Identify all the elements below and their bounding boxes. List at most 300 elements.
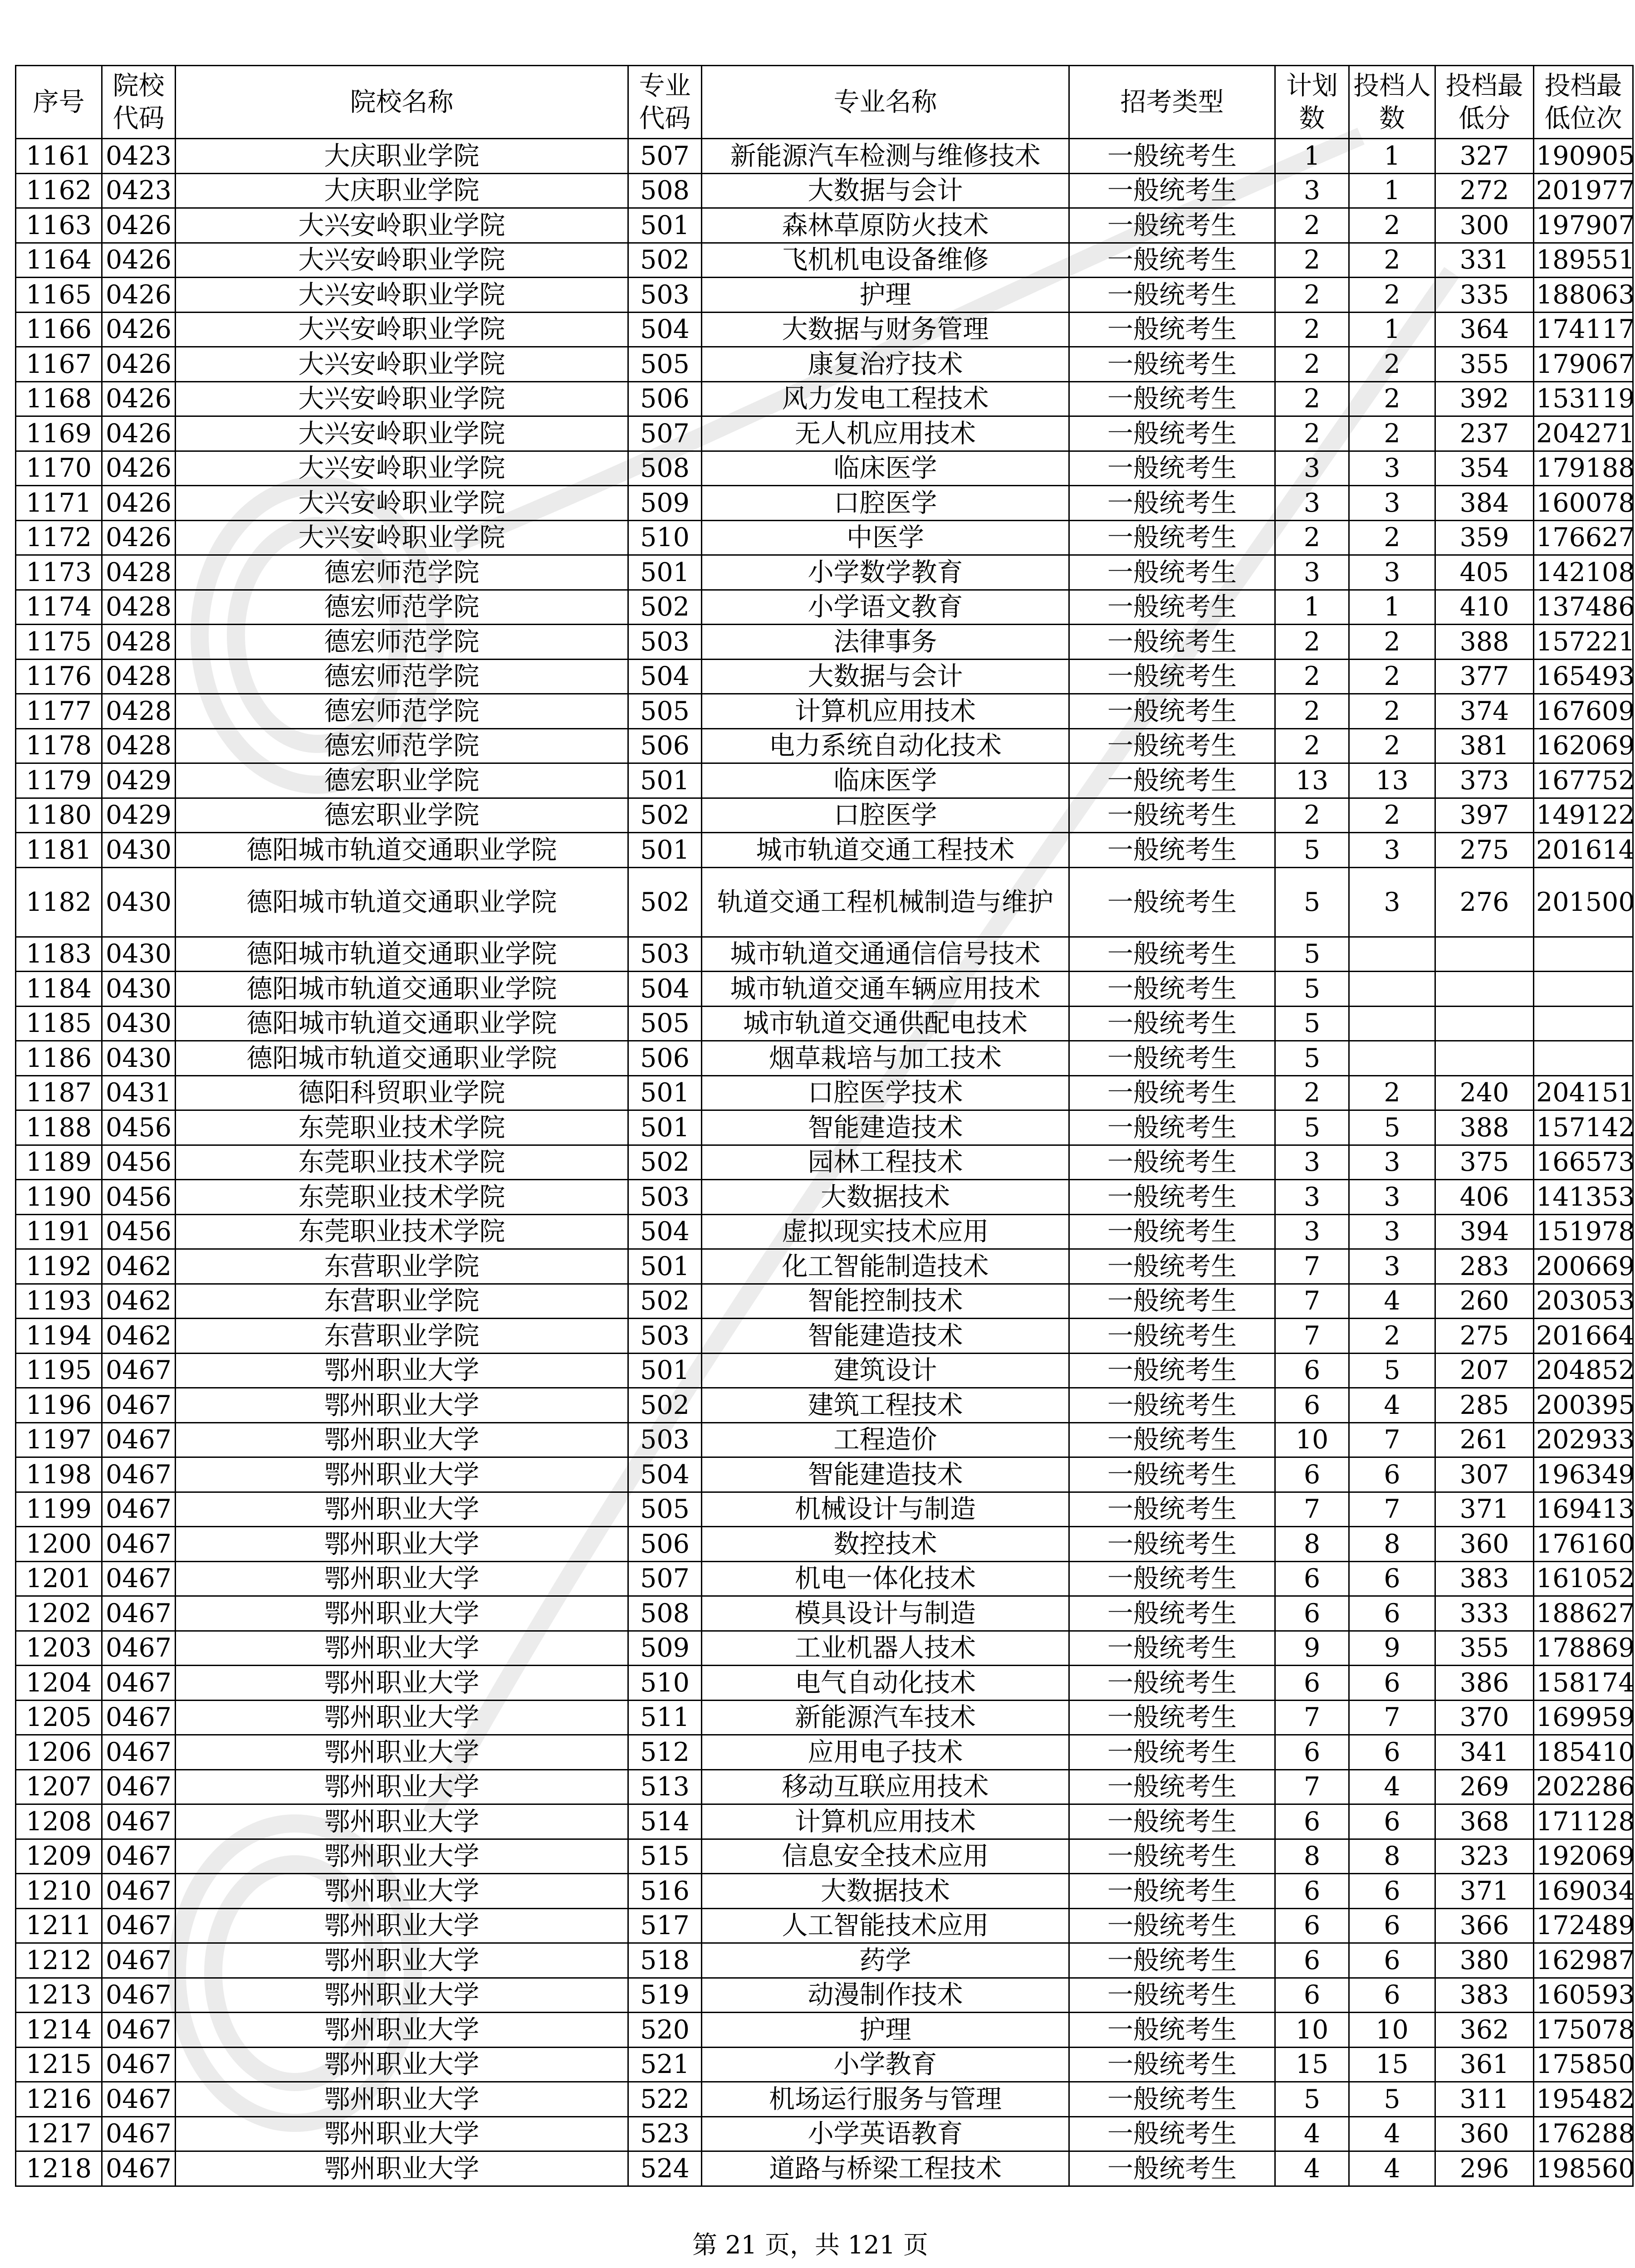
cell-exam-type: 一般统考生 [1069,1492,1275,1527]
cell-plan-count: 7 [1275,1700,1349,1735]
cell-exam-type: 一般统考生 [1069,243,1275,278]
cell-filed-count: 3 [1349,1249,1435,1284]
cell-major-code: 510 [628,1666,702,1701]
cell-school-name: 德宏职业学院 [176,798,628,833]
cell-min-score: 383 [1435,1978,1534,2013]
cell-major-name: 应用电子技术 [702,1735,1069,1770]
cell-school-code: 0428 [102,590,176,625]
cell-filed-count: 8 [1349,1839,1435,1874]
cell-min-score: 335 [1435,278,1534,313]
cell-seq: 1182 [16,867,102,937]
cell-major-code: 517 [628,1908,702,1943]
cell-major-code: 506 [628,381,702,416]
cell-exam-type: 一般统考生 [1069,1075,1275,1110]
cell-major-name: 动漫制作技术 [702,1978,1069,2013]
cell-min-score: 207 [1435,1353,1534,1388]
cell-exam-type: 一般统考生 [1069,1874,1275,1909]
cell-major-name: 智能建造技术 [702,1319,1069,1354]
cell-min-score: 370 [1435,1700,1534,1735]
cell-major-code: 502 [628,243,702,278]
cell-school-name: 大兴安岭职业学院 [176,208,628,243]
cell-min-score: 283 [1435,1249,1534,1284]
table-row [16,1180,1633,1215]
cell-exam-type: 一般统考生 [1069,1735,1275,1770]
cell-filed-count: 2 [1349,625,1435,660]
header-filed-count: 投档人数 [1349,66,1435,139]
cell-filed-count: 6 [1349,1561,1435,1596]
table-row [16,867,1633,937]
cell-exam-type: 一般统考生 [1069,1804,1275,1839]
table-row [16,1214,1633,1249]
cell-filed-count: 2 [1349,1319,1435,1354]
cell-plan-count: 2 [1275,1075,1349,1110]
cell-major-name: 虚拟现实技术应用 [702,1214,1069,1249]
cell-major-code: 522 [628,2082,702,2117]
cell-filed-count: 7 [1349,1422,1435,1457]
table-row [16,1075,1633,1110]
cell-min-score: 373 [1435,763,1534,798]
header-major-name: 专业名称 [702,66,1069,139]
cell-exam-type: 一般统考生 [1069,798,1275,833]
cell-exam-type: 一般统考生 [1069,972,1275,1007]
cell-exam-type: 一般统考生 [1069,1006,1275,1041]
cell-filed-count: 9 [1349,1631,1435,1666]
cell-min-rank: 137486 [1534,590,1633,625]
cell-min-score [1435,1006,1534,1041]
cell-major-code: 505 [628,1492,702,1527]
cell-plan-count: 15 [1275,2047,1349,2082]
cell-school-name: 东营职业学院 [176,1284,628,1319]
cell-min-rank: 185410 [1534,1735,1633,1770]
cell-school-name: 大兴安岭职业学院 [176,312,628,347]
cell-exam-type: 一般统考生 [1069,1041,1275,1076]
cell-major-name: 机电一体化技术 [702,1561,1069,1596]
cell-filed-count: 5 [1349,1353,1435,1388]
cell-seq: 1186 [16,1041,102,1076]
cell-seq: 1212 [16,1943,102,1978]
table-row [16,2116,1633,2151]
cell-exam-type: 一般统考生 [1069,590,1275,625]
cell-filed-count: 2 [1349,347,1435,382]
cell-plan-count: 6 [1275,1353,1349,1388]
cell-min-rank: 196349 [1534,1457,1633,1492]
cell-min-score: 371 [1435,1492,1534,1527]
cell-school-name: 鄂州职业大学 [176,1735,628,1770]
cell-min-score: 355 [1435,1631,1534,1666]
cell-major-code: 504 [628,1457,702,1492]
cell-seq: 1215 [16,2047,102,2082]
cell-major-name: 智能建造技术 [702,1110,1069,1145]
cell-school-code: 0456 [102,1180,176,1215]
cell-min-rank: 192069 [1534,1839,1633,1874]
cell-min-score: 394 [1435,1214,1534,1249]
cell-school-name: 德宏师范学院 [176,659,628,694]
cell-min-score: 296 [1435,2151,1534,2186]
cell-plan-count: 6 [1275,1561,1349,1596]
cell-school-name: 鄂州职业大学 [176,1804,628,1839]
cell-seq: 1209 [16,1839,102,1874]
cell-exam-type: 一般统考生 [1069,1978,1275,2013]
cell-school-code: 0467 [102,1353,176,1388]
cell-school-code: 0467 [102,1388,176,1423]
cell-seq: 1181 [16,833,102,868]
cell-filed-count: 6 [1349,1943,1435,1978]
cell-major-name: 工程造价 [702,1422,1069,1457]
table-row [16,1839,1633,1874]
cell-min-rank: 200395 [1534,1388,1633,1423]
cell-min-rank: 189551 [1534,243,1633,278]
cell-exam-type: 一般统考生 [1069,451,1275,486]
cell-school-code: 0462 [102,1284,176,1319]
cell-min-rank [1534,1041,1633,1076]
cell-school-code: 0467 [102,2082,176,2117]
cell-school-name: 大兴安岭职业学院 [176,451,628,486]
cell-min-score: 240 [1435,1075,1534,1110]
cell-plan-count: 7 [1275,1249,1349,1284]
cell-min-rank [1534,1006,1633,1041]
cell-plan-count: 3 [1275,451,1349,486]
cell-major-code: 501 [628,1110,702,1145]
cell-min-score: 269 [1435,1769,1534,1804]
table-row [16,1700,1633,1735]
cell-school-code: 0428 [102,625,176,660]
cell-plan-count: 2 [1275,278,1349,313]
table-row [16,1596,1633,1631]
cell-seq: 1170 [16,451,102,486]
cell-min-rank: 158174 [1534,1666,1633,1701]
cell-seq: 1202 [16,1596,102,1631]
cell-school-name: 鄂州职业大学 [176,1666,628,1701]
cell-major-code: 514 [628,1804,702,1839]
cell-min-rank: 197907 [1534,208,1633,243]
cell-min-rank: 161052 [1534,1561,1633,1596]
cell-plan-count: 6 [1275,1978,1349,2013]
cell-major-code: 510 [628,520,702,555]
cell-school-code: 0462 [102,1249,176,1284]
cell-major-name: 护理 [702,278,1069,313]
cell-major-name: 大数据与会计 [702,173,1069,208]
cell-seq: 1198 [16,1457,102,1492]
cell-plan-count: 7 [1275,1769,1349,1804]
cell-min-score: 361 [1435,2047,1534,2082]
cell-major-code: 507 [628,1561,702,1596]
cell-exam-type: 一般统考生 [1069,833,1275,868]
cell-major-name: 人工智能技术应用 [702,1908,1069,1943]
cell-seq: 1171 [16,486,102,521]
cell-min-rank: 178869 [1534,1631,1633,1666]
cell-major-code: 505 [628,694,702,729]
cell-plan-count: 7 [1275,1284,1349,1319]
header-min-rank: 投档最低位次 [1534,66,1633,139]
cell-school-name: 东莞职业技术学院 [176,1214,628,1249]
cell-school-name: 德阳城市轨道交通职业学院 [176,1006,628,1041]
cell-filed-count: 10 [1349,2013,1435,2048]
cell-major-code: 503 [628,1422,702,1457]
cell-seq: 1190 [16,1180,102,1215]
cell-exam-type: 一般统考生 [1069,520,1275,555]
cell-school-name: 东营职业学院 [176,1249,628,1284]
cell-major-code: 515 [628,1839,702,1874]
cell-major-code: 503 [628,625,702,660]
cell-school-name: 德阳城市轨道交通职业学院 [176,867,628,937]
cell-exam-type: 一般统考生 [1069,1145,1275,1180]
cell-plan-count: 5 [1275,1006,1349,1041]
cell-min-rank: 160593 [1534,1978,1633,2013]
cell-school-code: 0426 [102,520,176,555]
cell-school-name: 德宏职业学院 [176,763,628,798]
cell-major-code: 503 [628,278,702,313]
cell-school-code: 0467 [102,1804,176,1839]
cell-min-score: 272 [1435,173,1534,208]
cell-seq: 1165 [16,278,102,313]
cell-school-name: 大兴安岭职业学院 [176,347,628,382]
cell-exam-type: 一般统考生 [1069,2082,1275,2117]
cell-filed-count: 2 [1349,694,1435,729]
cell-major-code: 512 [628,1735,702,1770]
cell-filed-count: 3 [1349,833,1435,868]
cell-school-name: 鄂州职业大学 [176,1457,628,1492]
cell-min-score: 360 [1435,2116,1534,2151]
cell-min-rank: 162987 [1534,1943,1633,1978]
cell-min-rank: 176627 [1534,520,1633,555]
cell-plan-count: 4 [1275,2151,1349,2186]
cell-min-score: 405 [1435,555,1534,590]
table-row [16,555,1633,590]
cell-min-score: 331 [1435,243,1534,278]
cell-exam-type: 一般统考生 [1069,347,1275,382]
table-row [16,694,1633,729]
cell-min-rank: 204271 [1534,416,1633,451]
cell-seq: 1168 [16,381,102,416]
cell-school-name: 东莞职业技术学院 [176,1110,628,1145]
cell-min-score [1435,1041,1534,1076]
cell-seq: 1196 [16,1388,102,1423]
cell-major-code: 503 [628,1180,702,1215]
cell-major-code: 501 [628,763,702,798]
cell-exam-type: 一般统考生 [1069,694,1275,729]
cell-school-name: 德阳科贸职业学院 [176,1075,628,1110]
cell-filed-count: 6 [1349,1874,1435,1909]
cell-seq: 1161 [16,139,102,174]
cell-major-name: 法律事务 [702,625,1069,660]
cell-school-name: 鄂州职业大学 [176,1492,628,1527]
cell-filed-count [1349,937,1435,972]
table-row [16,1735,1633,1770]
table-row [16,1769,1633,1804]
cell-exam-type: 一般统考生 [1069,1666,1275,1701]
cell-major-code: 503 [628,937,702,972]
cell-min-rank: 179188 [1534,451,1633,486]
cell-exam-type: 一般统考生 [1069,1943,1275,1978]
cell-seq: 1204 [16,1666,102,1701]
cell-plan-count: 1 [1275,590,1349,625]
cell-min-score: 276 [1435,867,1534,937]
table-row [16,1631,1633,1666]
cell-major-code: 508 [628,173,702,208]
table-row [16,2047,1633,2082]
cell-min-rank: 188063 [1534,278,1633,313]
cell-min-rank [1534,937,1633,972]
cell-school-name: 鄂州职业大学 [176,2116,628,2151]
cell-min-score: 333 [1435,1596,1534,1631]
cell-school-name: 鄂州职业大学 [176,2082,628,2117]
cell-school-name: 东莞职业技术学院 [176,1180,628,1215]
cell-plan-count: 2 [1275,694,1349,729]
cell-plan-count: 6 [1275,1943,1349,1978]
header-min-score: 投档最低分 [1435,66,1534,139]
cell-school-code: 0467 [102,1561,176,1596]
cell-major-name: 城市轨道交通车辆应用技术 [702,972,1069,1007]
cell-seq: 1207 [16,1769,102,1804]
cell-major-name: 森林草原防火技术 [702,208,1069,243]
cell-major-name: 中医学 [702,520,1069,555]
cell-filed-count: 6 [1349,1666,1435,1701]
cell-filed-count: 5 [1349,2082,1435,2117]
cell-major-code: 504 [628,659,702,694]
cell-seq: 1211 [16,1908,102,1943]
cell-school-name: 德宏师范学院 [176,625,628,660]
cell-min-rank: 198560 [1534,2151,1633,2186]
cell-school-name: 鄂州职业大学 [176,2013,628,2048]
cell-major-name: 城市轨道交通供配电技术 [702,1006,1069,1041]
cell-major-name: 信息安全技术应用 [702,1839,1069,1874]
cell-major-code: 516 [628,1874,702,1909]
table-row [16,590,1633,625]
cell-min-rank: 167609 [1534,694,1633,729]
cell-major-name: 康复治疗技术 [702,347,1069,382]
cell-major-name: 飞机机电设备维修 [702,243,1069,278]
cell-filed-count: 5 [1349,1110,1435,1145]
cell-min-score: 368 [1435,1804,1534,1839]
cell-min-rank: 165493 [1534,659,1633,694]
cell-plan-count: 2 [1275,312,1349,347]
cell-school-name: 德宏师范学院 [176,590,628,625]
table-row [16,278,1633,313]
cell-school-name: 德阳城市轨道交通职业学院 [176,972,628,1007]
cell-exam-type: 一般统考生 [1069,1561,1275,1596]
cell-filed-count: 2 [1349,416,1435,451]
table-header-row [16,66,1633,139]
cell-school-code: 0426 [102,243,176,278]
cell-major-name: 轨道交通工程机械制造与维护 [702,867,1069,937]
cell-min-score: 397 [1435,798,1534,833]
cell-min-score: 355 [1435,347,1534,382]
cell-seq: 1188 [16,1110,102,1145]
cell-filed-count: 2 [1349,278,1435,313]
cell-exam-type: 一般统考生 [1069,763,1275,798]
cell-min-score: 275 [1435,833,1534,868]
cell-min-rank: 190905 [1534,139,1633,174]
cell-seq: 1172 [16,520,102,555]
table-row [16,2013,1633,2048]
cell-min-score: 261 [1435,1422,1534,1457]
cell-school-name: 鄂州职业大学 [176,1353,628,1388]
cell-plan-count: 6 [1275,1388,1349,1423]
cell-school-code: 0467 [102,1492,176,1527]
cell-school-name: 大兴安岭职业学院 [176,416,628,451]
cell-min-rank: 195482 [1534,2082,1633,2117]
cell-school-code: 0467 [102,1666,176,1701]
table-row [16,1319,1633,1354]
table-row [16,728,1633,763]
cell-exam-type: 一般统考生 [1069,728,1275,763]
cell-exam-type: 一般统考生 [1069,1180,1275,1215]
table-row [16,312,1633,347]
cell-school-code: 0467 [102,2013,176,2048]
cell-seq: 1218 [16,2151,102,2186]
cell-exam-type: 一般统考生 [1069,1249,1275,1284]
table-row [16,1249,1633,1284]
cell-filed-count: 1 [1349,139,1435,174]
cell-plan-count: 6 [1275,1735,1349,1770]
cell-major-code: 507 [628,139,702,174]
cell-min-rank: 166573 [1534,1145,1633,1180]
cell-major-code: 519 [628,1978,702,2013]
table-row [16,1666,1633,1701]
cell-major-code: 504 [628,972,702,1007]
cell-min-score: 327 [1435,139,1534,174]
table-row [16,520,1633,555]
cell-school-name: 鄂州职业大学 [176,2151,628,2186]
cell-exam-type: 一般统考生 [1069,867,1275,937]
table-row [16,972,1633,1007]
cell-min-rank: 175850 [1534,2047,1633,2082]
cell-filed-count: 6 [1349,1735,1435,1770]
cell-plan-count: 7 [1275,1319,1349,1354]
cell-seq: 1183 [16,937,102,972]
cell-min-rank: 202933 [1534,1422,1633,1457]
cell-plan-count: 5 [1275,1110,1349,1145]
cell-school-code: 0429 [102,798,176,833]
cell-min-rank: 149122 [1534,798,1633,833]
table-row [16,173,1633,208]
cell-plan-count: 5 [1275,833,1349,868]
cell-min-score: 323 [1435,1839,1534,1874]
cell-exam-type: 一般统考生 [1069,1388,1275,1423]
cell-plan-count: 5 [1275,1041,1349,1076]
cell-exam-type: 一般统考生 [1069,1596,1275,1631]
cell-school-code: 0423 [102,139,176,174]
cell-filed-count: 1 [1349,590,1435,625]
cell-seq: 1189 [16,1145,102,1180]
cell-exam-type: 一般统考生 [1069,2047,1275,2082]
cell-filed-count: 13 [1349,763,1435,798]
cell-school-name: 鄂州职业大学 [176,1839,628,1874]
cell-major-name: 园林工程技术 [702,1145,1069,1180]
cell-school-code: 0467 [102,1700,176,1735]
cell-school-code: 0428 [102,728,176,763]
cell-seq: 1197 [16,1422,102,1457]
cell-exam-type: 一般统考生 [1069,1319,1275,1354]
cell-major-name: 大数据与财务管理 [702,312,1069,347]
cell-major-name: 大数据技术 [702,1180,1069,1215]
cell-filed-count: 2 [1349,798,1435,833]
cell-school-name: 鄂州职业大学 [176,1388,628,1423]
table-row [16,2151,1633,2186]
cell-seq: 1192 [16,1249,102,1284]
cell-plan-count: 4 [1275,2116,1349,2151]
cell-filed-count: 7 [1349,1492,1435,1527]
cell-min-score: 285 [1435,1388,1534,1423]
cell-major-name: 电力系统自动化技术 [702,728,1069,763]
cell-seq: 1216 [16,2082,102,2117]
cell-major-code: 501 [628,1075,702,1110]
cell-min-score: 354 [1435,451,1534,486]
cell-filed-count: 2 [1349,728,1435,763]
cell-min-score: 386 [1435,1666,1534,1701]
cell-exam-type: 一般统考生 [1069,659,1275,694]
header-major-code: 专业代码 [628,66,702,139]
